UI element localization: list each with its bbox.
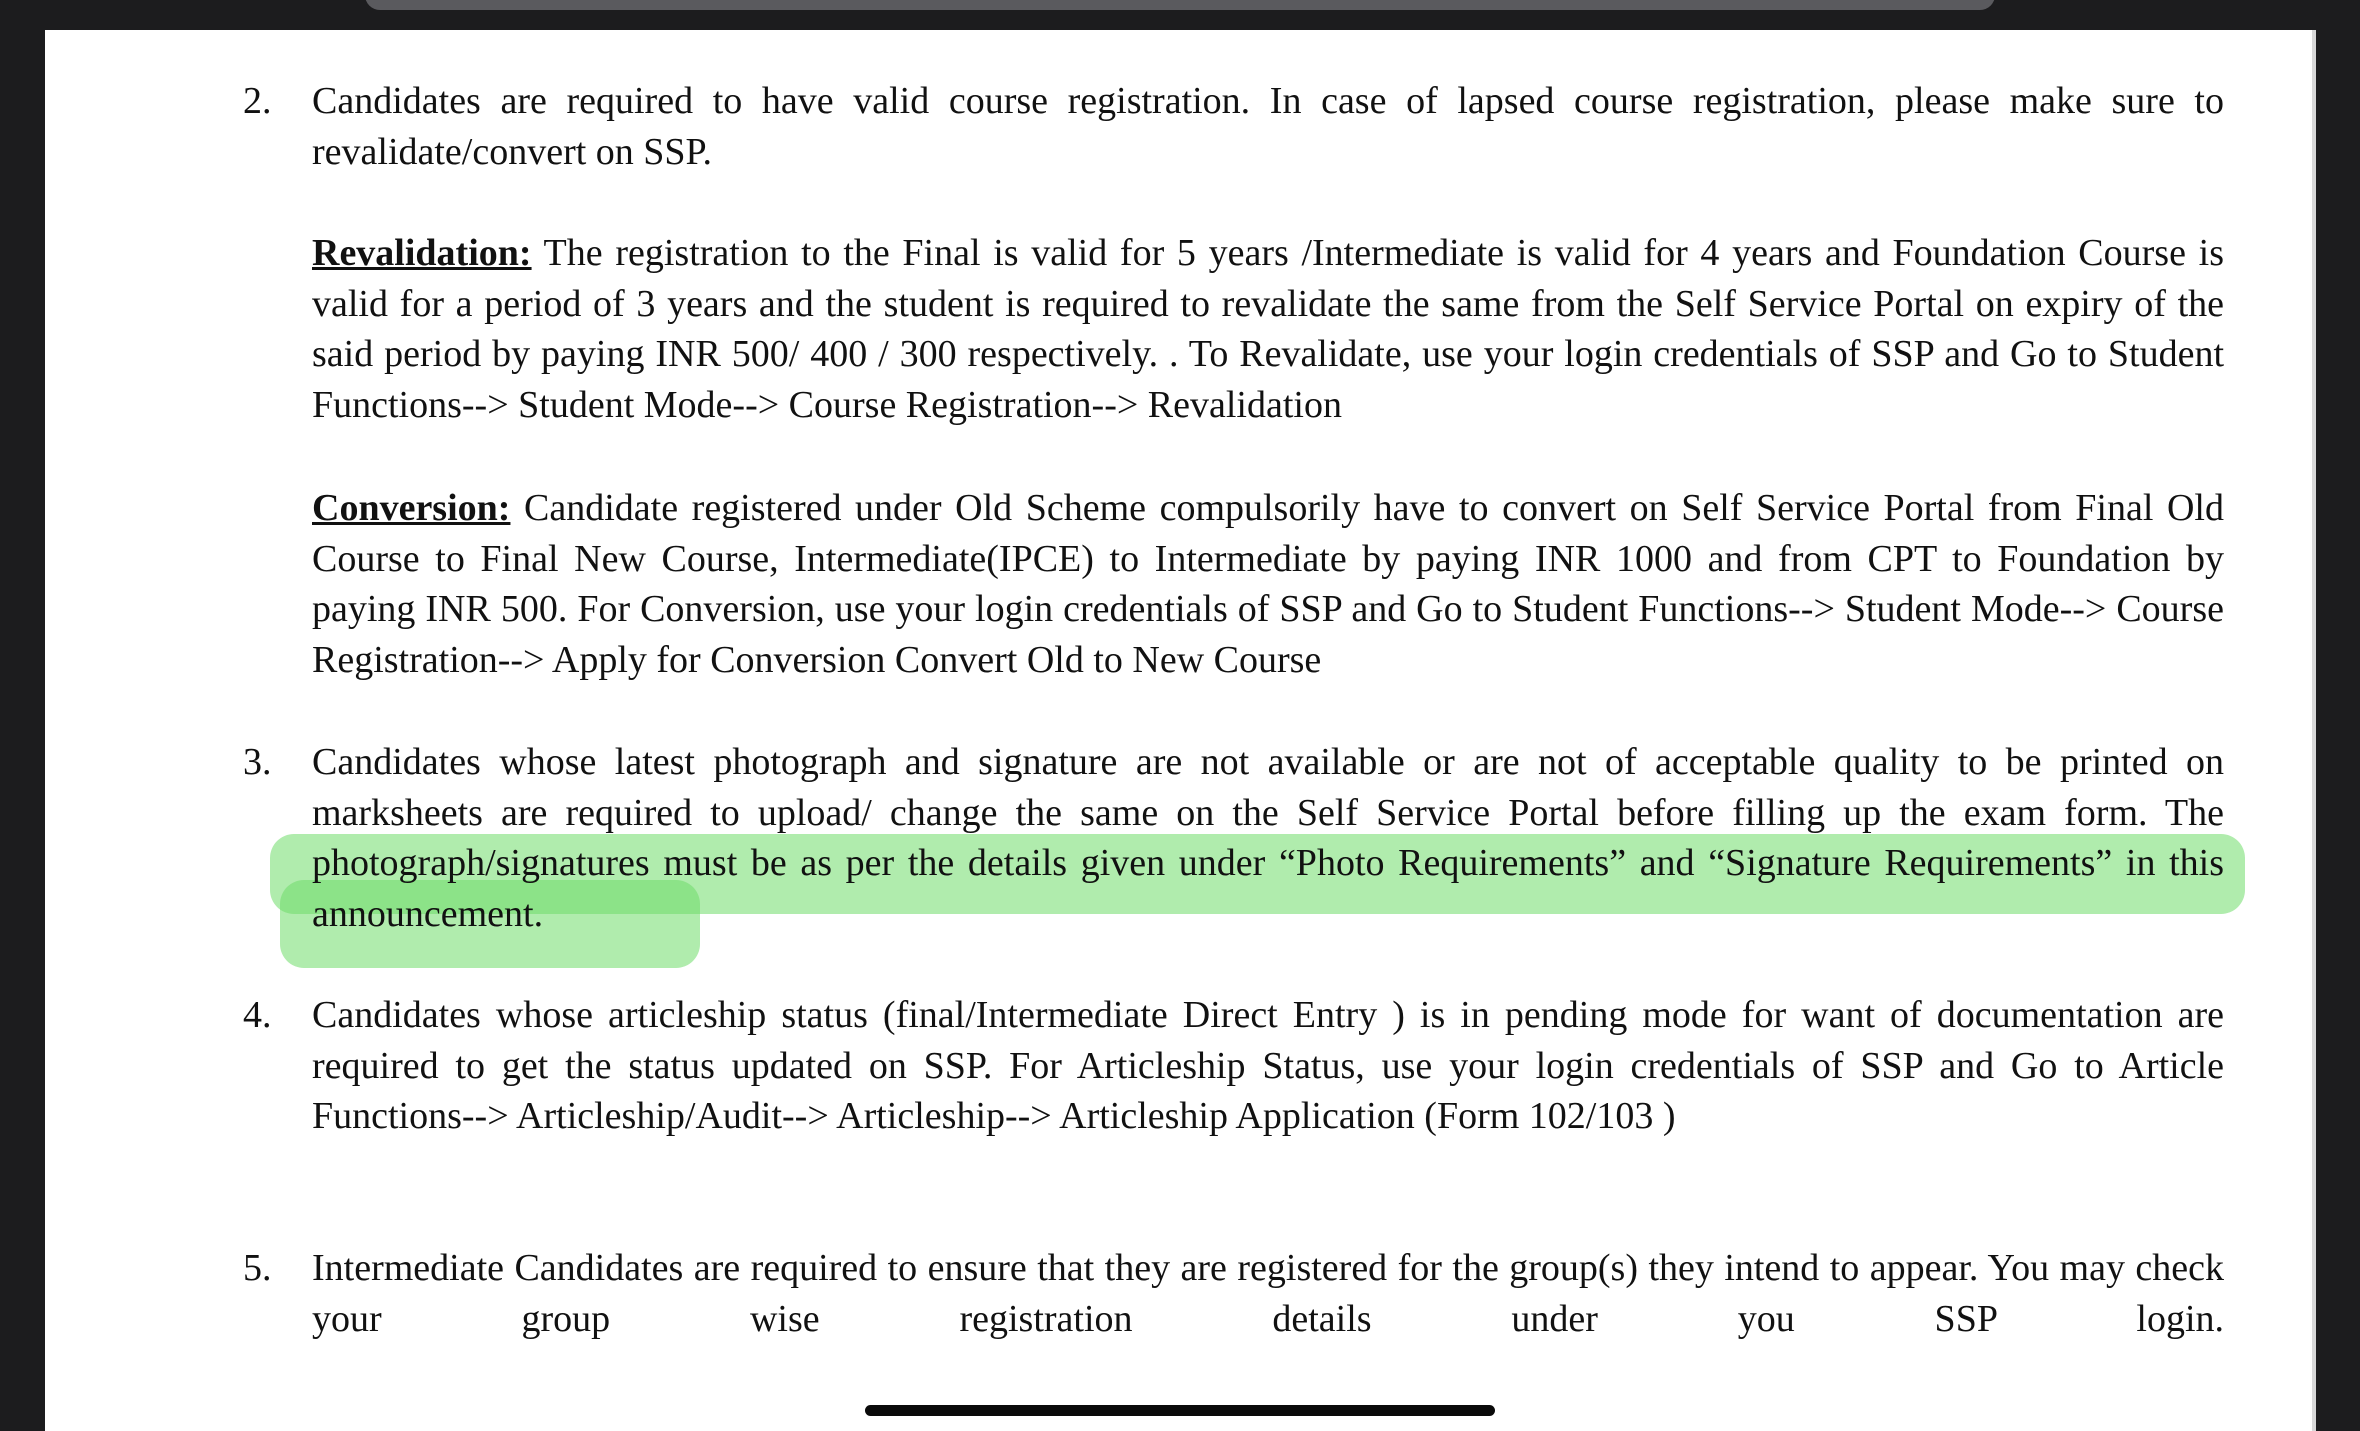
- document-content: [45, 30, 2312, 1431]
- conversion-text: Candidate registered under Old Scheme compulsorily have to convert on Self Service Portal from Final Old Course to Final New Course, Intermediate(IPCE) to Intermediate by paying INR 1000 and from CPT to Foundation by paying INR 500. For Conversion, use your login credentials of SSP and Go to Student Functions--> Student Mode--> Course Registration--> Apply for Conversion Convert Old to New Course: [312, 487, 2224, 681]
- revalidation-heading: Revalidation:: [312, 232, 532, 274]
- list-item-text: Candidates whose latest photograph and signature are not available or are not of acceptable quality to be printed on marksheets are required to upload/ change the same on the Self Service Portal before filling up the exam form. The photograph/signatures must be as per the details given under “Photo Requirements” and “Signature Requirements” in this announcement.: [312, 741, 2224, 935]
- conversion-heading: Conversion:: [312, 487, 511, 529]
- list-item-text: Intermediate Candidates are required to ensure that they are registered for the group(s) they intend to appear. You may check your group wise registration details under you SSP login.: [312, 1247, 2224, 1340]
- list-number: 4.: [243, 994, 272, 1036]
- list-number: 5.: [243, 1247, 272, 1289]
- revalidation-text: The registration to the Final is valid for 5 years /Intermediate is valid for 4 years and Foundation Course is valid for a period of 3 years and the student is required to revalidate the same from the Self Service Portal on expiry of the said period by paying INR 500/ 400 / 300 respectively. . To Revalidate, use your login credentials of SSP and Go to Student Functions--> Student Mode--> Course Registration--> Revalidation: [312, 232, 2224, 426]
- list-item-text: Candidates whose articleship status (final/Intermediate Direct Entry ) is in pending mode for want of documentation are required to get the status updated on SSP. For Articleship Status, use your login credentials of SSP and Go to Article Functions--> Articleship/Audit--> Articleship--> Articleship Application (Form 102/103 ): [312, 994, 2224, 1138]
- home-indicator[interactable]: [865, 1405, 1495, 1416]
- revalidation-paragraph: [312, 228, 2224, 430]
- list-item-text: Candidates are required to have valid course registration. In case of lapsed course registration, please make sure to revalidate/convert on SSP.: [312, 80, 2224, 173]
- page-edge: [2312, 30, 2316, 1431]
- list-number: 2.: [243, 80, 272, 122]
- list-number: 3.: [243, 741, 272, 783]
- top-scroll-pill: [365, 0, 1995, 10]
- conversion-paragraph: [312, 483, 2224, 685]
- document-page[interactable]: [45, 30, 2312, 1431]
